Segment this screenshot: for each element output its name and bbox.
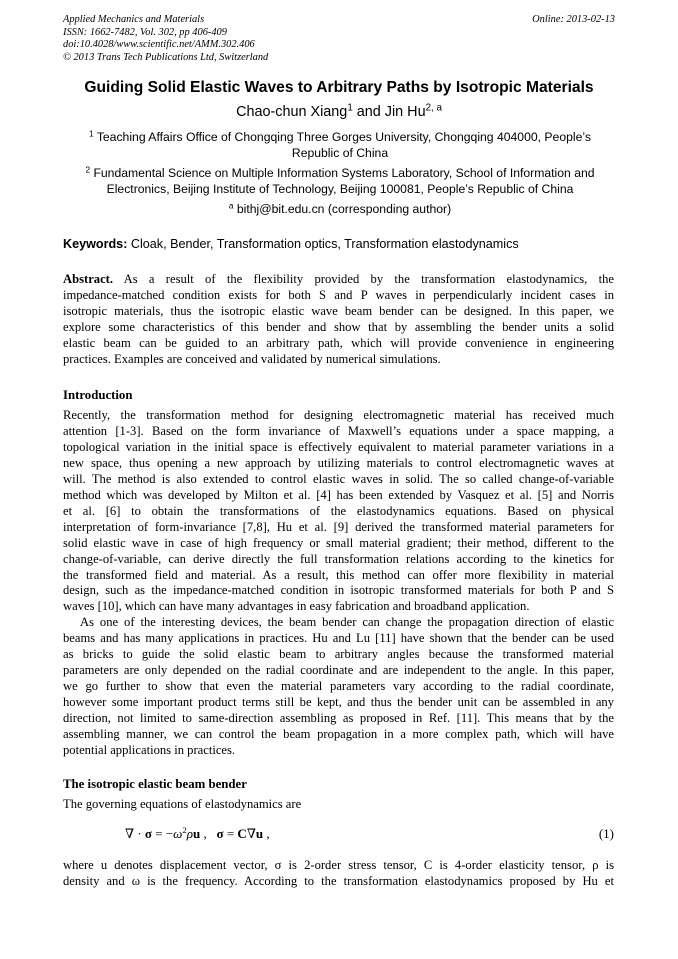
author-conjunction: and — [352, 104, 385, 120]
abstract-label: Abstract. — [63, 272, 114, 286]
copyright-line: © 2013 Trans Tech Publications Ltd, Switzerland — [63, 51, 269, 63]
email-mark: a — [228, 200, 234, 211]
body-line: As one of the interesting devices, the beam bender can change the propagation direction of elastic — [80, 615, 614, 629]
affiliation-text: Teaching Affairs Office of Chongqing Three Gorges University, Chongqing 404000, People’s Republic of China — [96, 130, 591, 160]
body-line: beams and has many applications in practices. Hu and Lu [11] have shown that the bender can be used — [63, 630, 614, 645]
abstract-line: explore some characteristics of this bender and show that by assembling the bender units a solid — [63, 319, 614, 334]
journal-header — [63, 14, 615, 64]
affiliation-mark: 1 — [89, 128, 94, 139]
author-name: Jin Hu — [384, 104, 426, 120]
abstract-line: practices. Examples are conceived and validated by numerical simulations. — [63, 351, 441, 366]
abstract-line: As a result of the flexibility provided by the transformation elastodynamics, the — [113, 272, 614, 286]
body-line: will. The method is also extended to control elastic waves in solid. The so called change-of-variable — [63, 471, 614, 486]
body-line: waves [10], which can have many advantages in easy fabrication and broadband application. — [63, 599, 530, 614]
equation-explanation — [63, 858, 614, 890]
body-line: Recently, the transformation method for designing electromagnetic material has received much — [63, 408, 614, 422]
abstract-line: elastic beam can be guided to an arbitrary path, which will provide convenience in engineering — [63, 335, 614, 350]
body-line: direction, not limited to same-direction assembling as proposed in Ref. [11]. This means that by the — [63, 710, 614, 725]
keywords — [63, 237, 519, 251]
body-line: new space, thus opening a new approach by utilizing materials to control electromagnetic waves at — [63, 455, 614, 470]
online-date: Online: 2013-02-13 — [532, 14, 615, 25]
affiliation-mark: 2 — [85, 164, 91, 175]
body-line: attention [1-3]. Based on the form invariance of Maxwell’s equations under a space mapping, a — [63, 423, 614, 438]
author-name: Chao-chun Xiang — [236, 104, 348, 120]
abstract-line: impedance-matched condition exists for both S and P waves in perpendicularly incident cases in — [63, 287, 614, 302]
email-text: bithj@bit.edu.cn (corresponding author) — [236, 202, 452, 216]
affiliation-text: Fundamental Science on Multiple Information Systems Laboratory, School of Information and Electronics, Beijing Institute of Technology, Beijing 100081, People’s Republic of China — [93, 166, 595, 196]
abstract — [63, 272, 614, 368]
body-line: however some important product terms still be kept, and thus the bender unit can be assembled in any — [63, 694, 614, 709]
body-line: as bricks to guide the solid elastic beam to arbitrary angles because the transformed material — [63, 646, 614, 661]
author-line — [0, 104, 678, 120]
affiliation-2 — [80, 165, 600, 197]
author-affil-mark: 2, a — [425, 102, 442, 114]
body-line: we go further to show that even the material parameters vary according to the radial coordinate, — [63, 678, 614, 693]
author-affil-mark: 1 — [347, 102, 353, 114]
body-line: assembling manner, we can control the beam propagation in a more complex path, which will have — [63, 726, 614, 741]
body-line: solid elastic wave in case of high frequency or small material gradient; their method, different to the — [63, 535, 614, 550]
section-heading-introduction: Introduction — [63, 388, 133, 402]
introduction-paragraph-1 — [63, 408, 614, 615]
corresponding-email — [80, 201, 600, 217]
introduction-paragraph-2 — [63, 615, 614, 759]
issn-line: ISSN: 1662-7482, Vol. 302, pp 406-409 — [63, 26, 227, 38]
journal-name: Applied Mechanics and Materials — [63, 14, 205, 25]
body-line: potential applications in practices. — [63, 742, 236, 757]
body-line: the transformed field and material. As a result, this method can offer more flexibility in material — [63, 567, 614, 582]
governing-equations-intro: The governing equations of elastodynamics are — [63, 797, 302, 811]
affiliation-1 — [80, 129, 600, 161]
body-line: design, such as the impedance-matched condition in isotropic transformed materials for both P and S — [63, 583, 614, 598]
equation-number: (1) — [598, 826, 614, 841]
doi-line: doi:10.4028/www.scientific.net/AMM.302.406 — [63, 39, 255, 51]
abstract-line: isotropic materials, thus the isotropic elastic wave beam bender can be designed. In this paper, we — [63, 303, 614, 318]
body-line: topological variation in the initial space is effectively equivalent to material parameter variations in a — [63, 439, 614, 454]
body-line: change-of-variable, can derive directly the full transformation relations according to the kinetics for — [63, 551, 614, 566]
body-line: interpretation of form-invariance [7,8], Hu et al. [9] derived the transformed material parameters for — [63, 519, 614, 534]
keywords-label: Keywords: — [63, 237, 128, 251]
equation-1: ∇ · $\sigma = -\omega^2\rho u$ , σ = C∇u , — [125, 825, 270, 841]
body-line: method which was developed by Milton et al. [4] has been extended by Vasquez et al. [5] and Norris — [63, 487, 614, 502]
body-line: parameters are only depended on the radial coordinate and are independent to the angle. In this paper, — [63, 662, 614, 677]
keywords-text: Cloak, Bender, Transformation optics, Transformation elastodynamics — [127, 237, 519, 251]
paper-title: Guiding Solid Elastic Waves to Arbitrary Paths by Isotropic Materials — [84, 79, 594, 96]
body-line: where u denotes displacement vector, σ is 2-order stress tensor, C is 4-order elasticity tensor, ρ is — [63, 858, 614, 872]
body-line: density and ω is the frequency. According to the transformation elastodynamics proposed by Hu et — [63, 873, 614, 888]
section-heading-beam-bender: The isotropic elastic beam bender — [63, 777, 247, 791]
body-line: et al. [6] to obtain the transformations of the elastodynamics equations. Based on physical — [63, 503, 614, 518]
